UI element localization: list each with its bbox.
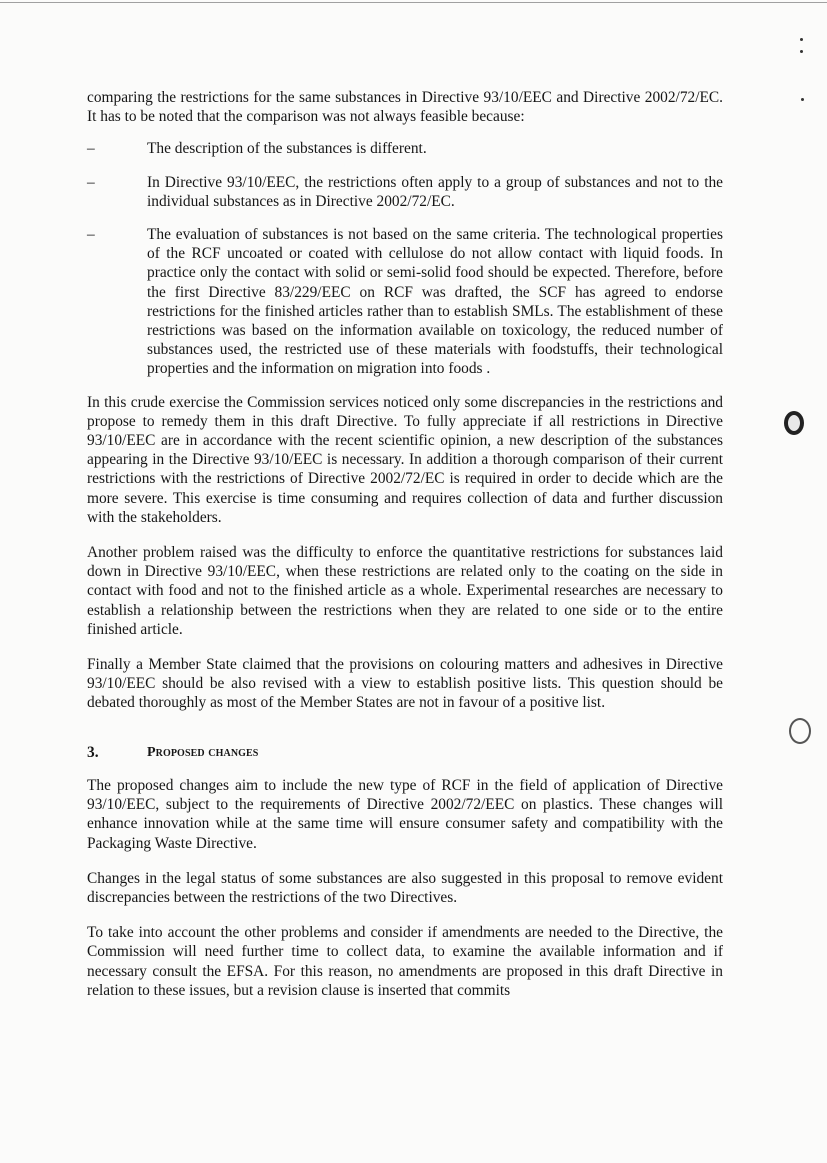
section-number: 3.	[87, 743, 99, 761]
section-title: Proposed changes	[147, 744, 259, 760]
bullet-text: The description of the substances is different.	[147, 140, 427, 158]
bullet-item	[87, 173, 723, 211]
body-paragraph: Another problem raised was the difficulty to enforce the quantitative restrictions for substances laid down in Directive 93/10/EEC, when these restrictions are related only to the coating on the side in contact with food and not to the finished article as a whole. Experimental researches are necessary to establish a relationship between the restrictions when they are related to one side or to the entire finished article.	[87, 544, 723, 638]
bullet-dash: –	[87, 226, 95, 244]
scan-speck	[800, 38, 803, 41]
scan-speck	[801, 98, 804, 101]
body-paragraph: To take into account the other problems and consider if amendments are needed to the Directive, the Commission will need further time to collect data, to examine the available information and if necessary consult the EFSA. For this reason, no amendments are proposed in this draft Directive in relation to these issues, but a revision clause is inserted that commits	[87, 924, 723, 999]
document-page	[87, 88, 723, 1016]
punch-hole-mark	[789, 718, 811, 744]
scan-speck	[800, 50, 803, 53]
bullet-item	[87, 225, 723, 379]
bullet-text: In Directive 93/10/EEC, the restrictions often apply to a group of substances and not to the individual substances as in Directive 2002/72/EC.	[147, 173, 723, 210]
punch-hole-mark	[784, 411, 804, 435]
body-paragraph: In this crude exercise the Commission services noticed only some discrepancies in the restrictions and propose to remedy them in this draft Directive. To fully appreciate if all restrictions in Directive 93/10/EEC are in accordance with the recent scientific opinion, a new description of the substances appearing in the Directive 93/10/EEC is necessary. In addition a thorough comparison of their current restrictions with the restrictions of Directive 2002/72/EC is required in order to decide which are the more severe. This exercise is time consuming and requires collection of data and further discussion with the stakeholders.	[87, 393, 723, 526]
bullet-text: The evaluation of substances is not based on the same criteria. The technological properties of the RCF uncoated or coated with cellulose do not allow contact with liquid foods. In practice only the contact with solid or semi-solid food should be expected. Therefore, before the first Directive 83/229/EEC on RCF was drafted, the SCF has agreed to endorse restrictions for the finished articles rather than to establish SMLs. The establishment of these restrictions was based on the information available on toxicology, the reduced number of substances used, the restricted use of these materials with foodstuffs, their technological properties and the information on migration into foods .	[147, 226, 723, 378]
scan-top-edge	[0, 2, 827, 3]
bullet-item	[87, 139, 723, 158]
body-paragraph: Changes in the legal status of some substances are also suggested in this proposal to remove evident discrepancies between the restrictions of the two Directives.	[87, 869, 723, 906]
body-paragraph: The proposed changes aim to include the new type of RCF in the field of application of Directive 93/10/EEC, subject to the requirements of Directive 2002/72/EEC on plastics. These changes will enhance innovation while at the same time will ensure consumer safety and compatibility with the Packaging Waste Directive.	[87, 776, 723, 852]
intro-paragraph: comparing the restrictions for the same substances in Directive 93/10/EEC and Directive 2002/72/EC. It has to be noted that the comparison was not always feasible because:	[87, 89, 723, 126]
bullet-dash: –	[87, 140, 95, 158]
body-paragraph: Finally a Member State claimed that the provisions on colouring matters and adhesives in Directive 93/10/EEC should be also revised with a view to establish positive lists. This question should be debated thoroughly as most of the Member States are not in favour of a positive list.	[87, 656, 723, 712]
bullet-dash: –	[87, 173, 95, 191]
section-heading	[87, 743, 723, 762]
